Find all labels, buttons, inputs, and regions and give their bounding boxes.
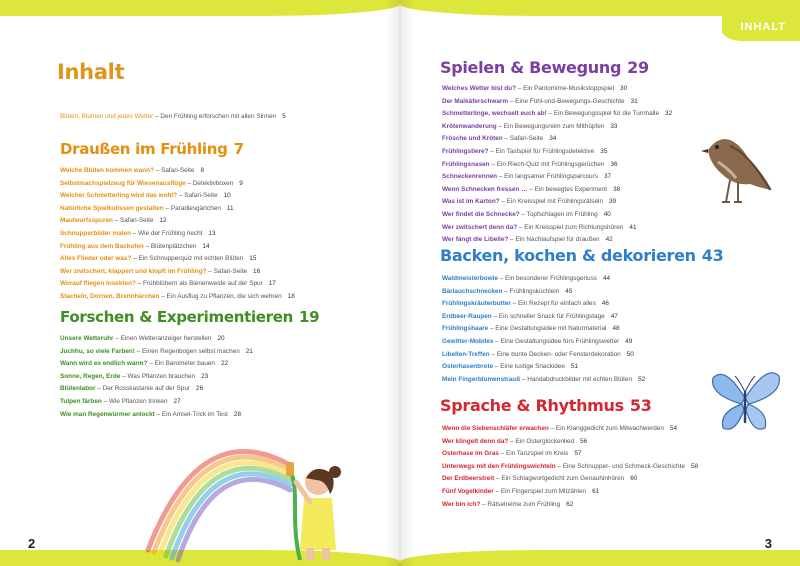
- page-number-left: 2: [28, 536, 36, 551]
- entry-title: Wenn Schnecken fressen …: [442, 185, 528, 193]
- entry-title: Frühlingstiere?: [442, 148, 489, 155]
- toc-entry[interactable]: [60, 349, 253, 355]
- toc-entry[interactable]: [442, 352, 634, 358]
- entry-description: – Ein Pantomime-Musikstoppspiel: [515, 85, 615, 92]
- toc-entry[interactable]: [442, 99, 638, 105]
- entry-page-number: 31: [630, 97, 638, 105]
- toc-entry[interactable]: [442, 237, 613, 243]
- entry-description: – Ein Barometer bauen: [147, 360, 215, 368]
- entry-description: – Ein Schlagwortgedicht zum Genauhinhören: [494, 475, 625, 483]
- toc-entry[interactable]: [60, 361, 228, 367]
- entry-description: – Ein Osterglockenlied: [508, 437, 574, 445]
- toc-entry[interactable]: [442, 314, 618, 320]
- entry-description: – Der Rosskastanie auf der Spur: [95, 385, 191, 393]
- section-heading-draussen[interactable]: Draußen im Frühling 7: [60, 140, 244, 158]
- entry-page-number: 40: [603, 211, 611, 218]
- toc-entry[interactable]: [442, 174, 611, 180]
- entry-page-number: 35: [600, 148, 608, 155]
- entry-page-number: 14: [202, 242, 210, 250]
- entry-description: – Ein Bewegungsspiel für die Turnhalle: [546, 110, 660, 118]
- entry-title: Gewitter-Mobiles: [442, 338, 494, 345]
- toc-entry[interactable]: [442, 439, 587, 445]
- entry-description: – Ein Amsel-Trick im Test: [154, 410, 228, 418]
- entry-description: – Ein Nachlaufspiel für draußen: [508, 236, 600, 244]
- entry-title: Worauf fliegen Insekten?: [60, 280, 136, 288]
- toc-entry[interactable]: [60, 336, 225, 342]
- page-number-right: 3: [764, 536, 772, 551]
- entry-title: Frühlingshaare: [442, 325, 489, 333]
- toc-entry[interactable]: [60, 399, 181, 405]
- entry-page-number: 44: [603, 275, 611, 282]
- entry-description: – Was Pflanzen brauchen: [120, 372, 196, 380]
- entry-title: Krötenwanderung: [442, 122, 497, 130]
- entry-description: – Rätselreime zum Frühling: [480, 500, 561, 508]
- entry-description: – Einen Wetteranzeiger herstellen: [113, 335, 212, 342]
- toc-entry[interactable]: [442, 364, 578, 370]
- entry-description: – Safari-Seite: [502, 135, 544, 143]
- entry-page-number: 13: [208, 230, 216, 237]
- entry-page-number: 56: [580, 437, 588, 445]
- entry-title: Natürliche Spielkulissen gestalten: [60, 204, 164, 212]
- entry-description: – Ein bewegtes Experiment: [527, 185, 608, 193]
- toc-entry[interactable]: [442, 339, 632, 345]
- entry-title: Frühlingskräuterbutter: [442, 300, 511, 308]
- entry-page-number: 30: [620, 85, 628, 92]
- toc-entry[interactable]: [442, 301, 609, 307]
- bottom-band: [400, 550, 800, 566]
- entry-description: – Ein Tastspiel für Frühlingsdetektive: [488, 148, 595, 155]
- entry-page-number: 8: [200, 167, 205, 174]
- entry-description: – Ein schneller Snack für Frühlingstage: [491, 312, 605, 320]
- toc-entry[interactable]: [60, 244, 210, 250]
- entry-page-number: 23: [201, 372, 209, 380]
- entry-title: Der Erdbeerstreit: [442, 475, 495, 483]
- entry-title: Blütenlabor: [60, 385, 96, 393]
- toc-entry[interactable]: [442, 225, 637, 231]
- entry-page-number: 27: [173, 398, 181, 405]
- entry-page-number: 45: [565, 287, 573, 295]
- entry-title: Wer zwitschert denn da?: [442, 223, 518, 231]
- entry-title: Was ist im Karton?: [442, 198, 500, 206]
- entry-page-number: 36: [610, 160, 618, 168]
- entry-description: – Ein Fingerspiel zum Mitzählen: [493, 488, 587, 495]
- right-page: [400, 0, 800, 566]
- entry-page-number: 38: [613, 185, 621, 193]
- toc-entry[interactable]: [60, 218, 167, 224]
- entry-title: Welcher Schmetterling wird das wohl?: [60, 192, 178, 200]
- entry-description: – Safari-Seite: [206, 267, 248, 275]
- entry-page-number: 18: [287, 293, 295, 300]
- entry-page-number: 12: [159, 217, 167, 225]
- section-heading-sprache[interactable]: Sprache & Rhythmus 53: [440, 396, 652, 415]
- entry-page-number: 22: [220, 360, 229, 368]
- toc-entry[interactable]: [442, 489, 599, 495]
- entry-page-number: 37: [603, 173, 612, 181]
- entry-title: Selbstmachspielzeug für Wiesenausflüge: [60, 179, 186, 187]
- entry-title: Der Maikäferschwarm: [442, 97, 509, 105]
- toc-entry[interactable]: [442, 451, 581, 457]
- toc-entry[interactable]: [60, 206, 234, 212]
- entry-page-number: 32: [665, 110, 673, 118]
- entry-title: Waldmeisterbowle: [442, 275, 498, 282]
- entry-description: – Blütenplätzchen: [143, 242, 197, 250]
- entry-title: Frühlingsnasen: [442, 160, 490, 168]
- entry-title: Osterhasenbrote: [442, 363, 494, 371]
- girl-with-hose-illustration: [140, 410, 350, 560]
- toc-entry[interactable]: [442, 149, 607, 155]
- entry-title: Unterwegs mit den Frühlingswichteln: [442, 462, 556, 470]
- entry-description: – Ein besonderer Frühlingsgenuss: [497, 275, 597, 282]
- entry-page-number: 62: [566, 500, 574, 508]
- toc-entry[interactable]: [442, 476, 637, 482]
- entry-page-number: 16: [253, 267, 261, 275]
- section-heading-backen[interactable]: Backen, kochen & dekorieren 43: [440, 246, 724, 265]
- entry-page-number: 10: [223, 192, 231, 200]
- entry-description: – Eine Fühl-und-Bewegungs-Geschichte: [508, 97, 625, 105]
- toc-entry[interactable]: [442, 136, 556, 142]
- entry-title: Mein Fingerblumenstrauß: [442, 375, 521, 383]
- inhalt-header-tab: INHALT: [722, 13, 800, 41]
- toc-entry[interactable]: [442, 502, 573, 508]
- entry-page-number: 20: [217, 335, 225, 342]
- toc-entry[interactable]: [442, 162, 617, 168]
- entry-description: – Wie Pflanzen trinken: [101, 398, 168, 405]
- entry-description: – Paradiesgärtchen: [163, 204, 221, 212]
- entry-page-number: 28: [233, 410, 242, 418]
- entry-page-number: 52: [638, 375, 646, 383]
- toc-entry[interactable]: [60, 231, 216, 237]
- entry-page-number: 47: [610, 312, 618, 320]
- entry-title: Bärlauchschnecken: [442, 287, 503, 295]
- toc-entry[interactable]: [442, 326, 620, 332]
- entry-page-number: 61: [592, 488, 600, 495]
- sparrow-illustration: [700, 128, 786, 214]
- entry-title: Unsere Wetteruhr: [60, 335, 114, 342]
- toc-entry[interactable]: [60, 193, 231, 199]
- entry-description: – Eine Gestaltungsidee mit Naturmaterial: [488, 325, 607, 333]
- entry-page-number: 15: [249, 255, 257, 263]
- toc-entry[interactable]: [60, 256, 256, 262]
- toc-entry[interactable]: [60, 281, 276, 287]
- entry-title: Wann wird es endlich warm?: [60, 360, 148, 368]
- butterfly-illustration: [705, 360, 785, 440]
- entry-title: Wer findet die Schnecke?: [442, 211, 520, 218]
- entry-description: – Ein Ausflug zu Pflanzen, die sich wehren: [159, 293, 282, 300]
- entry-description: – Wie der Frühling riecht: [131, 230, 203, 237]
- page-title: Inhalt: [57, 60, 125, 84]
- entry-title: Wer bin ich?: [442, 500, 481, 508]
- entry-description: – Detektivboxen: [185, 179, 234, 187]
- toc-entry[interactable]: [442, 124, 617, 130]
- toc-entry[interactable]: [442, 276, 610, 282]
- toc-entry[interactable]: [60, 181, 243, 187]
- entry-title: Sonne, Regen, Erde: [60, 372, 121, 380]
- toc-entry[interactable]: [442, 289, 572, 295]
- entry-title: Erdbeer-Raupen: [442, 312, 492, 320]
- entry-page-number: 54: [669, 425, 677, 432]
- toc-entry[interactable]: [60, 386, 203, 392]
- entry-page-number: 21: [245, 347, 253, 355]
- entry-description: – Ein Bewegungsreim zum Mithüpfen: [496, 122, 605, 130]
- entry-page-number: 48: [612, 325, 620, 333]
- toc-entry[interactable]: [442, 86, 627, 92]
- entry-description: – Ein Schnupperquiz mit echten Blüten: [131, 255, 244, 263]
- entry-description: – Ein Kreisspiel zum Richtungshören: [517, 223, 624, 231]
- entry-title: Stacheln, Dornen, Brennhärchen: [60, 293, 160, 300]
- entry-title: Welche Blüten kommen wann?: [60, 167, 154, 174]
- entry-description: – Ein Rezept für einfach alles: [510, 300, 596, 308]
- entry-title: Wer zwitschert, klappert und klopft im Frühling?: [60, 267, 207, 275]
- entry-title: Wie man Regenwürmer anlockt: [60, 410, 155, 418]
- toc-entry[interactable]: [442, 464, 698, 470]
- entry-description: – Frühblühern als Bienenweide auf der Spur: [135, 280, 263, 288]
- entry-page-number: 49: [625, 338, 633, 345]
- toc-entry[interactable]: [442, 377, 645, 383]
- entry-page-number: 26: [196, 385, 204, 393]
- entry-description: – Eine Gestaltungsidee fürs Frühlingswetter: [493, 338, 620, 345]
- book-gutter-shadow: [386, 0, 414, 566]
- entry-page-number: 34: [549, 135, 557, 143]
- toc-entry[interactable]: [60, 374, 208, 380]
- intro-entry[interactable]: Blüten, Blumen und jedes Wetter – Den Frühling erforschen mit allen Sinnen 5: [60, 113, 286, 120]
- entry-title: Libellen-Treffen: [442, 350, 490, 358]
- entry-description: – Ein Riech-Quiz mit Frühlingsgerüchen: [489, 160, 605, 168]
- entry-title: Alles Flieder oder was?: [60, 255, 132, 263]
- entry-title: Osterhase im Gras: [442, 450, 499, 458]
- entry-description: – Ein Klanggedicht zum Mitwachwerden: [548, 425, 664, 432]
- toc-entry[interactable]: [442, 187, 620, 193]
- entry-description: – Ein Tanzspiel im Kreis: [498, 450, 569, 458]
- entry-page-number: 46: [601, 300, 609, 308]
- entry-description: – Eine lustige Snackidee: [493, 363, 565, 371]
- entry-title: Schneckenrennen: [442, 173, 498, 181]
- entry-page-number: 17: [268, 280, 276, 288]
- toc-entry[interactable]: [60, 168, 204, 174]
- entry-title: Fünf Vogelkinder: [442, 488, 494, 495]
- toc-entry[interactable]: [442, 426, 677, 432]
- toc-entry[interactable]: [442, 111, 672, 117]
- top-band: [0, 0, 400, 16]
- entry-page-number: 58: [690, 462, 699, 470]
- entry-title: Wer klingelt denn da?: [442, 437, 509, 445]
- entry-description: – Ein Kreisspiel mit Frühlingsrätseln: [499, 198, 603, 206]
- entry-description: – Eine Schnupper- und Schmeck-Geschichte: [555, 462, 685, 470]
- entry-title: Juchhu, so viele Farben!: [60, 347, 135, 355]
- entry-page-number: 57: [574, 450, 582, 458]
- toc-entry[interactable]: [442, 212, 611, 218]
- entry-page-number: 50: [626, 350, 634, 358]
- toc-entry[interactable]: [60, 294, 295, 300]
- entry-description: – Handabdruckbilder mit echten Blüten: [520, 375, 633, 383]
- entry-page-number: 9: [239, 179, 243, 187]
- entry-page-number: 60: [630, 475, 638, 483]
- entry-page-number: 41: [629, 223, 637, 231]
- section-heading-forschen[interactable]: Forschen & Experimentieren 19: [60, 308, 320, 326]
- entry-description: – Eine bunte Decken- oder Fensterdekoration: [489, 350, 621, 358]
- entry-title: Welches Wetter bist du?: [442, 85, 516, 92]
- entry-page-number: 39: [609, 198, 617, 206]
- entry-title: Frühling aus dem Backofen: [60, 242, 144, 250]
- entry-title: Wenn die Siebenschläfer erwachen: [442, 425, 549, 432]
- entry-description: – Safari-Seite: [112, 217, 154, 225]
- entry-description: – Frühlingsküchlein: [502, 287, 560, 295]
- entry-page-number: 11: [226, 204, 234, 212]
- toc-entry[interactable]: [60, 269, 260, 275]
- entry-title: Maulwurfsspuren: [60, 217, 113, 225]
- entry-description: – Safari-Seite: [153, 167, 195, 174]
- entry-page-number: 33: [610, 122, 618, 130]
- entry-description: – Topfschlagen im Frühling: [519, 211, 598, 218]
- entry-description: – Ein langsamer Frühlingsparcours: [497, 173, 598, 181]
- entry-title: Schnupperbilder malen: [60, 230, 132, 237]
- entry-title: Frösche und Kröten: [442, 135, 503, 143]
- entry-title: Schmetterlinge, wechselt euch ab!: [442, 110, 547, 118]
- entry-description: – Safari-Seite: [177, 192, 218, 200]
- entry-page-number: 51: [570, 363, 579, 371]
- section-heading-spielen[interactable]: Spielen & Bewegung 29: [440, 58, 649, 77]
- entry-description: – Einen Regenbogen selbst machen: [134, 347, 240, 355]
- entry-title: Wer fängt die Libelle?: [442, 236, 509, 244]
- entry-page-number: 42: [605, 236, 613, 244]
- entry-title: Tulpen färben: [60, 398, 102, 405]
- toc-entry[interactable]: [442, 199, 616, 205]
